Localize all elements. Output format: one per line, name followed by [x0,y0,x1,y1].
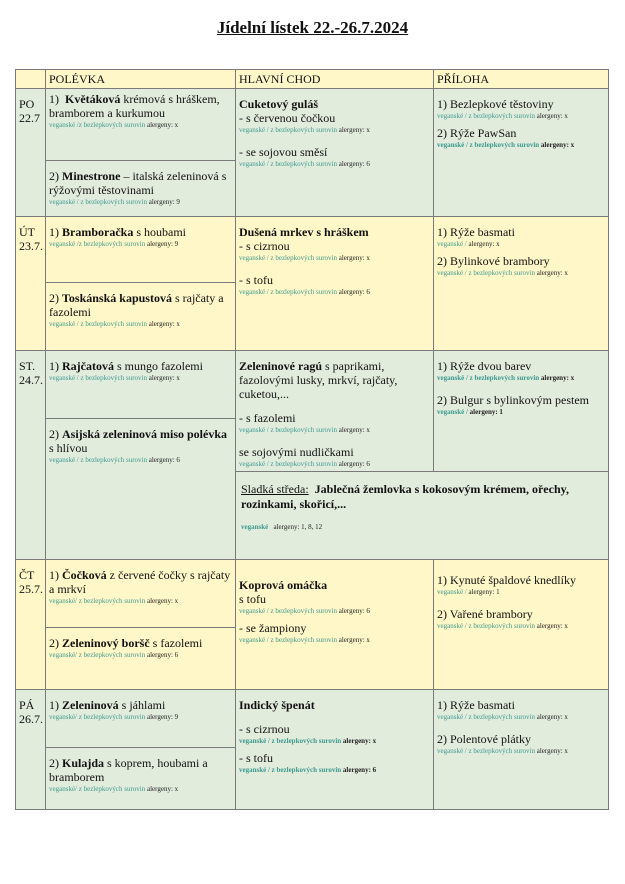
menu-text: s paprikami, fazolovými lusky, mrkví, rajčaty, cuketou,... [239,359,398,401]
diet-note [49,712,232,722]
menu-text: 26.7. [19,712,43,726]
menu-text: veganské / z bezlepkových surovin [239,426,337,434]
menu-text: - s tofu [239,751,273,765]
allergen-label: alergeny: 6 [338,288,370,296]
menu-text: Asijská zeleninová miso polévka [62,427,228,441]
main-cell [236,690,434,810]
soup-cell [46,628,236,690]
menu-text: Kulajda [62,756,105,770]
diet-note [49,373,232,383]
allergen-label: alergeny: 6 [148,456,180,464]
menu-text: veganské / z bezlepkových surovin [239,737,342,745]
menu-text: se sojovými nudličkami [239,445,354,459]
header-soup: POLÉVKA [46,70,236,89]
side-cell [434,560,609,690]
allergen-label: alergeny: 6 [338,607,370,615]
menu-text: Rajčatová [62,359,114,373]
soup-cell [46,690,236,748]
menu-text: veganské / z bezlepkových surovin [239,160,337,168]
menu-text: veganské / z bezlepkových surovin [49,320,147,328]
day-label [16,690,46,810]
menu-text: s rajčaty a fazolemi [49,291,224,319]
diet-note [239,159,430,169]
allergen-label: alergeny: x [536,622,568,630]
menu-text: Dušená mrkev s hráškem [239,225,369,239]
allergen-label: alergeny: x [540,141,575,149]
side-cell [434,351,609,472]
menu-text: 2) [49,427,59,441]
allergen-label: alergeny: x [146,597,179,605]
menu-text: veganské [241,523,269,531]
day-row-tuesday [16,217,609,283]
menu-text: s fazolemi [149,636,203,650]
diet-note [49,455,232,465]
menu-text: veganské / z bezlepkových surovin [49,456,147,464]
menu-text: 1) Kynuté špaldové knedlíky [437,573,576,587]
allergen-label: alergeny: x [338,126,370,134]
diet-note [241,522,603,532]
allergen-label: alergeny: x [536,713,568,721]
menu-text: 1) [49,92,59,106]
menu-text: - s červenou čočkou [239,111,336,125]
allergen-label: alergeny: x [468,240,500,248]
soup-cell [46,351,236,419]
allergen-label: alergeny: x [338,254,370,262]
menu-table [15,69,609,810]
diet-note [239,425,430,435]
menu-text: PO [19,97,35,111]
menu-text: s mungo fazolemi [113,359,203,373]
diet-note [239,125,430,135]
menu-text: 1) Bezlepkové těstoviny [437,97,554,111]
day-label [16,351,46,560]
diet-note [437,268,605,278]
menu-text: ST. [19,359,36,373]
menu-text: 25.7. [19,582,43,596]
allergen-label: alergeny: x [536,112,568,120]
header-main: HLAVNÍ CHOD [236,70,434,89]
main-cell [236,89,434,217]
diet-note [437,140,605,150]
diet-note [239,253,430,263]
diet-note [239,765,430,775]
menu-text: veganské / z bezlepkových surovin [239,607,337,615]
menu-text: 1) [49,568,59,582]
menu-text: 2) Vařené brambory [437,607,533,621]
menu-text: Jablečná žemlovka s kokosovým krémem, ořechy, rozinkami, skořicí,... [241,482,569,511]
allergen-label: alergeny: x [146,785,179,793]
diet-note [437,746,605,756]
soup-cell [46,217,236,283]
header-side: PŘÍLOHA [434,70,609,89]
allergen-label: alergeny: 9 [146,240,179,248]
menu-text: veganské / z bezlepkových surovin [437,747,535,755]
diet-note [239,606,430,616]
allergen-label: alergeny: 9 [146,713,179,721]
menu-text: 2) Bulgur s bylinkovým pestem [437,393,589,407]
menu-text: - s cizrnou [239,722,290,736]
menu-text: veganské / [437,240,467,248]
menu-text: 1) [49,359,59,373]
menu-text: 2) Polentové plátky [437,732,531,746]
menu-text: ÚT [19,225,35,239]
dessert-cell [236,472,609,560]
menu-text: veganské/ z bezlepkových surovin [49,785,146,793]
menu-text: - s cizrnou [239,239,290,253]
allergen-label: alergeny: 1 [468,588,500,596]
menu-text: 1) [49,225,59,239]
menu-text: veganské / z bezlepkových surovin [437,112,535,120]
day-row-wednesday [16,351,609,419]
menu-text: Indický špenát [239,698,315,712]
day-row-thursday [16,560,609,628]
allergen-label: alergeny: x [146,121,179,129]
menu-text: veganské /z bezlepkových surovin [49,240,146,248]
soup-cell [46,89,236,161]
soup-cell [46,419,236,560]
diet-note [239,736,430,746]
allergen-label: alergeny: x [338,426,370,434]
menu-text: veganské / z bezlepkových surovin [239,288,337,296]
menu-text: veganské / z bezlepkových surovin [239,636,337,644]
menu-text: veganské / z bezlepkových surovin [239,126,337,134]
side-cell [434,89,609,217]
allergen-label: alergeny: x [536,747,568,755]
diet-note [239,635,430,645]
diet-note [49,650,232,660]
allergen-label: alergeny: x [148,374,180,382]
menu-text: krémová s hráškem, bramborem a kurkumou [49,92,220,120]
menu-text: Minestrone [62,169,121,183]
menu-text: veganské / z bezlepkových surovin [49,198,147,206]
main-cell [236,217,434,351]
allergen-label: alergeny: 6 [338,160,370,168]
diet-note [437,239,605,249]
menu-text: veganské/ z bezlepkových surovin [49,597,146,605]
diet-note [437,111,605,121]
menu-text: - s fazolemi [239,411,296,425]
menu-text: veganské / z bezlepkových surovin [49,374,147,382]
menu-text: 2) [49,169,59,183]
allergen-label: alergeny: x [342,737,377,745]
allergen-label: alergeny: x [148,320,180,328]
menu-text: 22.7 [19,111,40,125]
diet-note [49,120,232,130]
menu-text: veganské /z bezlepkových surovin [49,121,146,129]
menu-text: Květáková [65,92,121,106]
allergen-label: alergeny: x [540,374,575,382]
allergen-label: alergeny: 9 [148,198,180,206]
menu-text: veganské / [437,588,467,596]
menu-text: veganské / z bezlepkových surovin [239,766,342,774]
corner-cell [16,70,46,89]
allergen-label: alergeny: 1, 8, 12 [273,523,323,531]
diet-note [239,459,430,469]
allergen-label: alergeny: x [338,636,370,644]
menu-text: 1) Rýže dvou barev [437,359,532,373]
menu-text: ČT [19,568,35,582]
day-label [16,560,46,690]
diet-note [437,621,605,631]
menu-text: veganské / z bezlepkových surovin [437,141,540,149]
menu-text: veganské / z bezlepkových surovin [437,622,535,630]
day-label [16,217,46,351]
menu-text: PÁ [19,698,35,712]
menu-text: veganské / [437,408,468,416]
menu-text: s koprem, houbami a bramborem [49,756,208,784]
menu-text: veganské / z bezlepkových surovin [437,269,535,277]
diet-note [49,596,232,606]
menu-text: Zeleninový boršč [62,636,150,650]
soup-cell [46,161,236,217]
allergen-label: alergeny: 6 [338,460,370,468]
soup-cell [46,748,236,810]
menu-text: 23.7. [19,239,43,253]
allergen-label: alergeny: 1 [469,408,503,416]
menu-text: Zeleninové ragú [239,359,322,373]
day-row-friday [16,690,609,748]
menu-text: 24.7. [19,373,43,387]
menu-text: s houbami [133,225,186,239]
menu-text: 2) Rýže PawSan [437,126,517,140]
menu-text: - s tofu [239,273,273,287]
allergen-label: alergeny: x [536,269,568,277]
menu-text: 1) [49,698,59,712]
menu-text: Sladká středa: [241,482,309,496]
day-label [16,89,46,217]
menu-text: s jáhlami [118,698,166,712]
diet-note [239,287,430,297]
menu-text: veganské/ z bezlepkových surovin [49,713,146,721]
side-cell [434,217,609,351]
menu-text: Zeleninová [62,698,119,712]
menu-text: veganské/ z bezlepkových surovin [49,651,146,659]
menu-text: s hlívou [49,441,88,455]
menu-text: 1) Rýže basmati [437,698,515,712]
side-cell [434,690,609,810]
diet-note [437,587,605,597]
menu-text: 2) [49,756,59,770]
menu-text: veganské / z bezlepkových surovin [239,254,337,262]
diet-note [437,373,605,383]
menu-text: Toskánská kapustová [62,291,172,305]
diet-note [437,712,605,722]
menu-text: - se žampiony [239,621,307,635]
allergen-label: alergeny: 6 [146,651,179,659]
menu-text: – italská zeleninová s rýžovými těstovinami [49,169,227,197]
diet-note [49,239,232,249]
menu-text: 2) Bylinkové brambory [437,254,550,268]
diet-note [49,319,232,329]
menu-text: s tofu [239,592,266,606]
soup-cell [46,560,236,628]
allergen-label: alergeny: 6 [342,766,377,774]
diet-note [49,784,232,794]
menu-text: 2) [49,291,59,305]
page-title: Jídelní lístek 22.-26.7.2024 [216,18,409,37]
menu-text: Koprová omáčka [239,578,328,592]
day-row-monday [16,89,609,161]
menu-text: Čočková [62,568,107,582]
menu-text: - se sojovou směsí [239,145,328,159]
menu-text: 2) [49,636,59,650]
menu-text: veganské / z bezlepkových surovin [437,374,540,382]
diet-note [437,407,605,417]
main-cell [236,351,434,472]
menu-text: Cuketový guláš [239,97,319,111]
main-cell [236,560,434,690]
menu-text: veganské / z bezlepkových surovin [239,460,337,468]
header-row [16,70,609,89]
soup-cell [46,283,236,351]
menu-text: z červené čočky s rajčaty a mrkví [49,568,231,596]
menu-text: Bramboračka [62,225,134,239]
menu-text: 1) Rýže basmati [437,225,515,239]
diet-note [49,197,232,207]
menu-text: veganské / z bezlepkových surovin [437,713,535,721]
